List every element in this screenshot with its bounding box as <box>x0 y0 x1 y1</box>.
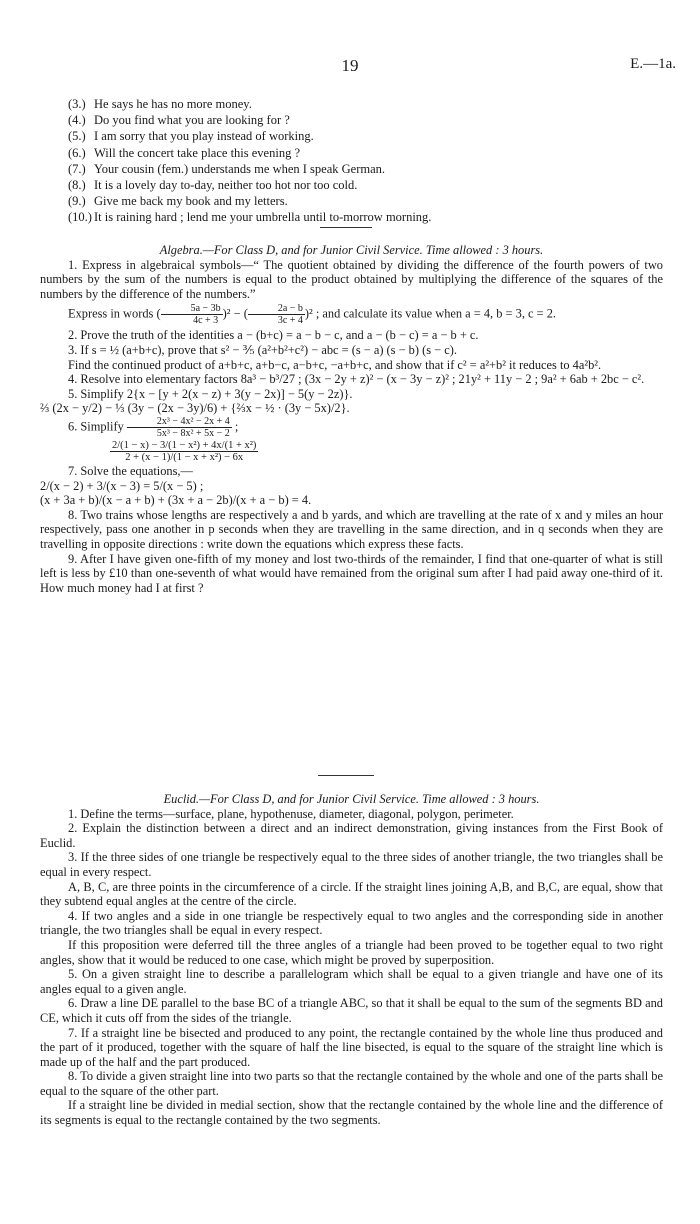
list-item: (9.) Give me back my book and my letters. <box>68 194 288 209</box>
list-item: (6.) Will the concert take place this evening ? <box>68 145 301 160</box>
sentence-list <box>68 96 678 226</box>
euclid-question-3: 3. If the three sides of one triangle be respectively equal to the three sides of another triangle, the two triangles shall be equal in every respect. <box>40 850 663 879</box>
euclid-question-3b: A, B, C, are three points in the circumference of a circle. If the straight lines joining A,B, and B,C, are equal, show that they subtend equal angles at the centre of the circle. <box>40 879 663 909</box>
list-item: (3.) He says he has no more money. <box>68 97 252 111</box>
algebra-question-3: 3. If s = ½ (a+b+c), prove that s² − ⅗ (a²+b²+c²) − abc = (s − a) (s − b) (s − c). <box>68 342 457 357</box>
euclid-question-7: 7. If a straight line be bisected and produced to any point, the rectangle contained by the whole line thus produced and the part of it produced, together with the square of half the line bisected, is equal to the square of the straight line which is made up of the half and the part produced. <box>40 1025 663 1069</box>
algebra-question-7b: (x + 3a + b)/(x − a + b) + (3x + a − 2b)/(x + a − b) = 4. <box>40 493 312 508</box>
euclid-question-8b: If a straight line be divided in medial section, show that the rectangle contained by the whole line and the difference of its segments is equal to the rectangle contained by the two segments. <box>40 1098 663 1128</box>
algebra-question-6: 6. Simplify $\frac{\text{2x³ − 4x² − 2x + 4}}{\text{5x³ − 8x² + 5x − 2}}$ ; <box>68 415 239 439</box>
algebra-question-5a: 5. Simplify 2{x − [y + 2(x − z) + 3(y − 2x)] − 5(y − 2z)}. <box>68 386 353 401</box>
list-item: (4.) Do you find what you are looking for ? <box>68 113 290 128</box>
list-item: (5.) I am sorry that you play instead of working. <box>68 129 314 144</box>
algebra-question-1: 1. Express in algebraical symbols—“ The quotient obtained by dividing the difference of the fourth powers of two numbers by the sum of the numbers is equal to the product obtained by multiplying the difference of the squares of the numbers by the difference of the numbers.” <box>40 257 663 301</box>
euclid-question-8: 8. To divide a given straight line into two parts so that the rectangle contained by the whole and one of the parts shall be equal to the square of the other part. <box>40 1069 663 1098</box>
algebra-question-5b: ⅔ (2x − y/2) − ⅓ (3y − (2x − 3y)/6) + {⅔x − ½ · (3y − 5x)/2}. <box>40 401 350 416</box>
euclid-question-6: 6. Draw a line DE parallel to the base BC of a triangle ABC, so that it shall be equal to the sum of the segments BD and CE, which it cuts off from the sides of the triangle. <box>40 996 663 1025</box>
document-reference: E.—1a. <box>630 56 676 72</box>
euclid-question-4: 4. If two angles and a side in one triangle be respectively equal to two angles and the corresponding side in another triangle, the two triangles shall be equal in every respect. <box>40 908 663 938</box>
algebra-question-2: 2. Prove the truth of the identities a − (b+c) = a − b − c, and a − (b − c) = a − b + c. <box>68 328 479 343</box>
euclid-heading: Euclid.—For Class D, and for Junior Civil Service. Time allowed : 3 hours. <box>163 792 540 806</box>
euclid-question-2: 2. Explain the distinction between a direct and an indirect demonstration, giving instances from the First Book of Euclid. <box>40 821 663 850</box>
algebra-question-8: 8. Two trains whose lengths are respectively a and b yards, and which are travelling at the rate of x and y miles an hour respectively, pass one another in p seconds when they are travelling in the same direction, and in q seconds when they are travelling in opposite directions : write down the equations which express these facts. <box>40 507 663 551</box>
section-divider <box>320 227 372 228</box>
algebra-question-4: 4. Resolve into elementary factors 8a³ − b³/27 ; (3x − 2y + z)² − (x − 3y − z)² ; 21y² + 11y − 2 ; 9a² + 6ab + 2bc − c². <box>68 372 645 387</box>
list-item: (7.) Your cousin (fem.) understands me when I speak German. <box>68 161 386 176</box>
section-divider <box>318 775 374 776</box>
algebra-question-9: 9. After I have given one-fifth of my money and lost two-thirds of the remainder, I find that one-quarter of what is still left is less by £10 than one-seventh of what would have remained from the original sum after I had paid away one-third of it. How much money had I at first ? <box>40 551 663 595</box>
algebra-question-1b: Express in words ( $\frac{5a - 3b}{4c + 3}$ )² − ( $\frac{2a - b}{3c + 4}$ )² ; and calculate its value when a = 4, b = 3, c = 2. <box>68 303 556 327</box>
euclid-question-5: 5. On a given straight line to describe a parallelogram which shall be equal to a given triangle and have one of its angles equal to a given angle. <box>40 967 663 996</box>
euclid-question-4b: If this proposition were deferred till the three angles of a triangle had been proved to be together equal to two right angles, show that it would be reduced to one case, which might be proved by superposition. <box>40 937 663 967</box>
algebra-question-3b: Find the continued product of a+b+c, a+b−c, a−b+c, −a+b+c, and show that if c² = a²+b² it reduces to 4a²b². <box>68 357 602 372</box>
algebra-question-7: 7. Solve the equations,— <box>68 463 193 478</box>
list-item: (10.) It is raining hard ; lend me your umbrella until to-morrow morning. <box>68 210 432 225</box>
algebra-heading: Algebra.—For Class D, and for Junior Civil Service. Time allowed : 3 hours. <box>159 243 544 257</box>
page-number: 19 <box>341 56 359 75</box>
algebra-section <box>40 243 663 595</box>
algebra-question-6b: $\frac{\text{2/(1 − x) − 3/(1 − x²) + 4x/(1 + x²)}}{\text{2 + (x − 1)/(1 − x + x²) − 6x}}$ <box>112 439 257 463</box>
euclid-section <box>40 792 663 1128</box>
euclid-question-1: 1. Define the terms—surface, plane, hypothenuse, diameter, diagonal, polygon, perimeter. <box>68 806 514 821</box>
algebra-question-7a: 2/(x − 2) + 3/(x − 3) = 5/(x − 5) ; <box>40 478 204 493</box>
list-item: (8.) It is a lovely day to-day, neither too hot nor too cold. <box>68 178 358 193</box>
